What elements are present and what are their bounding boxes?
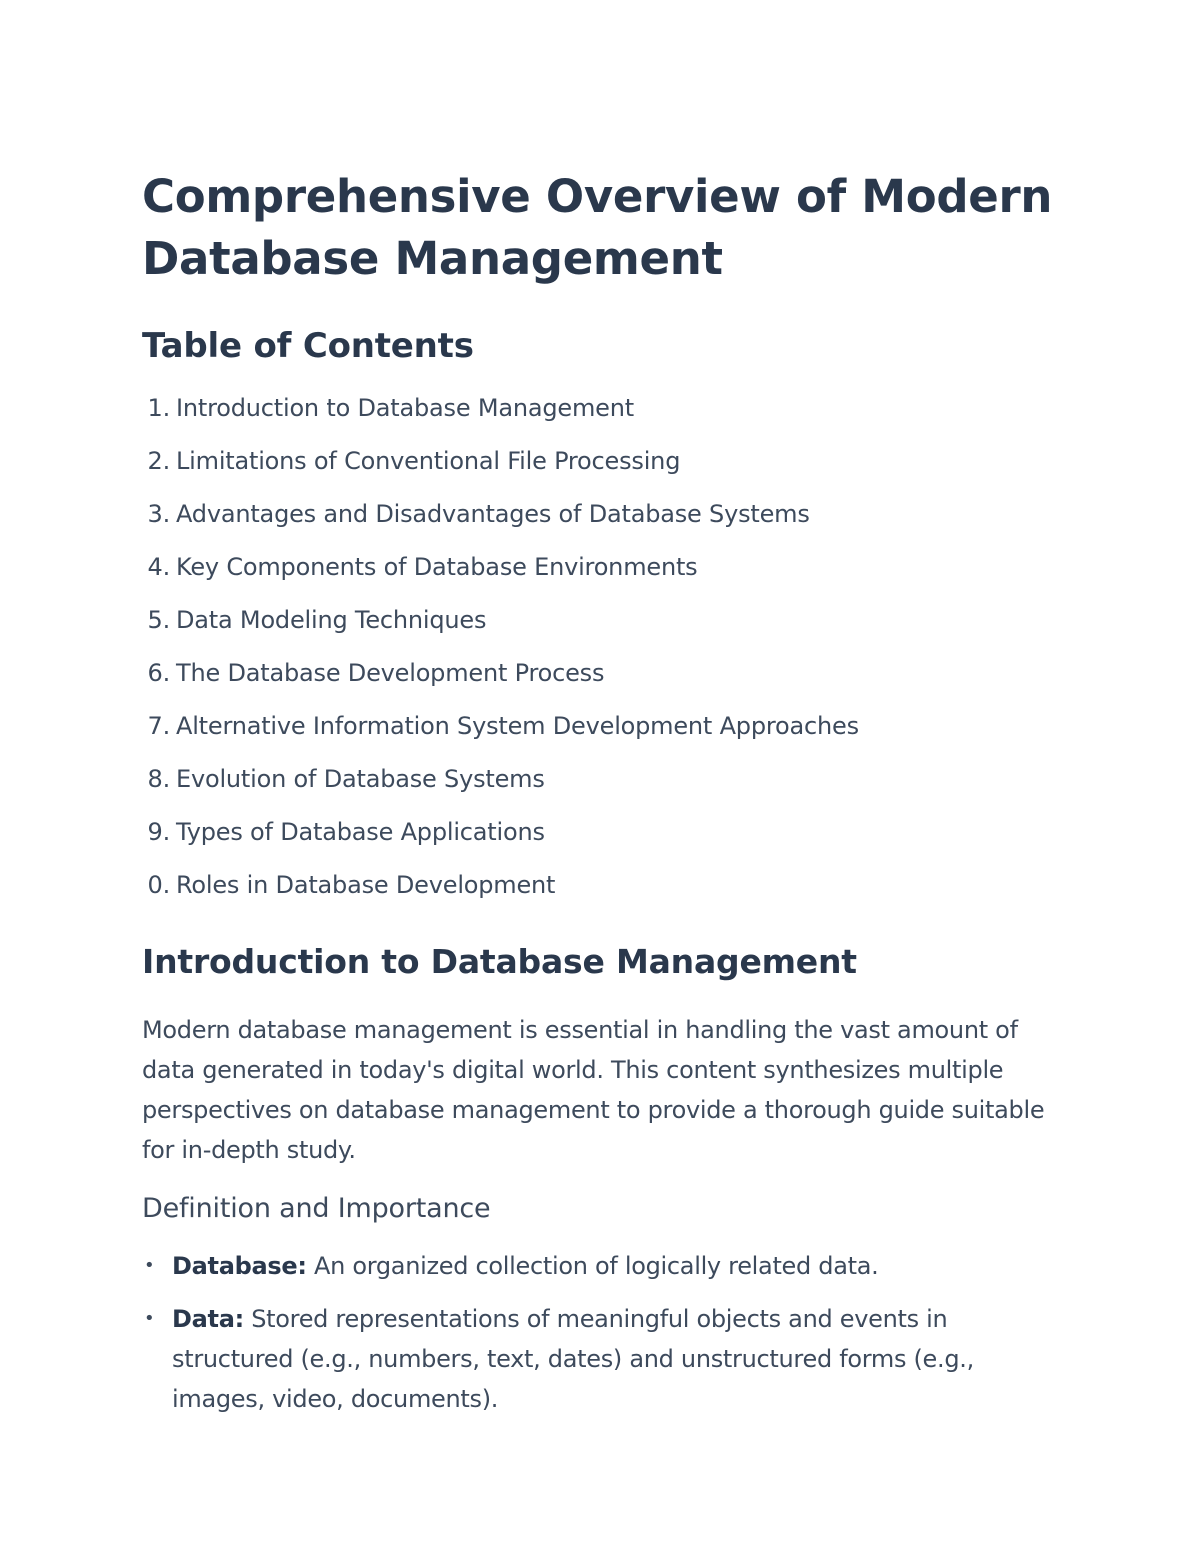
document-page bbox=[142, 166, 1072, 1432]
toc-item-number: 5. bbox=[147, 606, 170, 634]
definition-text: An organized collection of logically related data. bbox=[313, 1252, 879, 1280]
toc-item-label: Introduction to Database Management bbox=[176, 394, 634, 422]
toc-item-number: 6. bbox=[147, 659, 170, 687]
toc-item-development-process[interactable] bbox=[142, 659, 1072, 712]
section-heading: Introduction to Database Management bbox=[142, 942, 857, 981]
toc-item-label: Types of Database Applications bbox=[176, 818, 545, 846]
toc-item-number: 0. bbox=[147, 871, 170, 899]
intro-paragraph: Modern database management is essential in handling the vast amount of data generated in today's digital world. This content synthesizes multiple perspectives on database management to provide a thorough guide suitable for in-depth study. bbox=[142, 1016, 1045, 1164]
toc-item-limitations[interactable] bbox=[142, 447, 1072, 500]
toc-item-label: The Database Development Process bbox=[176, 659, 605, 687]
definition-term: Database: bbox=[172, 1252, 307, 1280]
toc-item-evolution[interactable] bbox=[142, 765, 1072, 818]
toc-item-number: 9. bbox=[147, 818, 170, 846]
document-title: Comprehensive Overview of Modern Database Management bbox=[142, 170, 1053, 285]
toc-item-alternative-approaches[interactable] bbox=[142, 712, 1072, 765]
toc-heading: Table of Contents bbox=[142, 326, 474, 366]
toc-item-label: Evolution of Database Systems bbox=[176, 765, 545, 793]
toc-item-label: Data Modeling Techniques bbox=[176, 606, 487, 634]
bullet-icon: • bbox=[144, 1255, 155, 1276]
toc-item-number: 4. bbox=[147, 553, 170, 581]
table-of-contents bbox=[142, 394, 1072, 924]
definition-term: Data: bbox=[172, 1305, 244, 1333]
subsection-heading: Definition and Importance bbox=[142, 1193, 491, 1224]
toc-item-application-types[interactable] bbox=[142, 818, 1072, 871]
toc-item-number: 8. bbox=[147, 765, 170, 793]
toc-item-components[interactable] bbox=[142, 553, 1072, 606]
toc-item-introduction[interactable] bbox=[142, 394, 1072, 447]
toc-item-number: 1. bbox=[147, 394, 170, 422]
toc-item-label: Alternative Information System Development Approaches bbox=[176, 712, 859, 740]
toc-item-advantages[interactable] bbox=[142, 500, 1072, 553]
toc-item-label: Key Components of Database Environments bbox=[176, 553, 698, 581]
definition-list bbox=[142, 1246, 1072, 1419]
toc-item-number: 7. bbox=[147, 712, 170, 740]
definition-text: Stored representations of meaningful objects and events in structured (e.g., numbers, text, dates) and unstructured forms (e.g., images, video, documents). bbox=[172, 1305, 974, 1413]
toc-item-label: Advantages and Disadvantages of Database Systems bbox=[176, 500, 810, 528]
toc-item-modeling[interactable] bbox=[142, 606, 1072, 659]
toc-item-number: 3. bbox=[147, 500, 170, 528]
toc-item-roles[interactable] bbox=[142, 871, 1072, 924]
definition-item bbox=[142, 1299, 1072, 1419]
definition-item bbox=[142, 1246, 1072, 1286]
bullet-icon: • bbox=[144, 1308, 155, 1329]
toc-item-label: Limitations of Conventional File Processing bbox=[176, 447, 681, 475]
toc-item-number: 2. bbox=[147, 447, 170, 475]
toc-item-label: Roles in Database Development bbox=[176, 871, 556, 899]
